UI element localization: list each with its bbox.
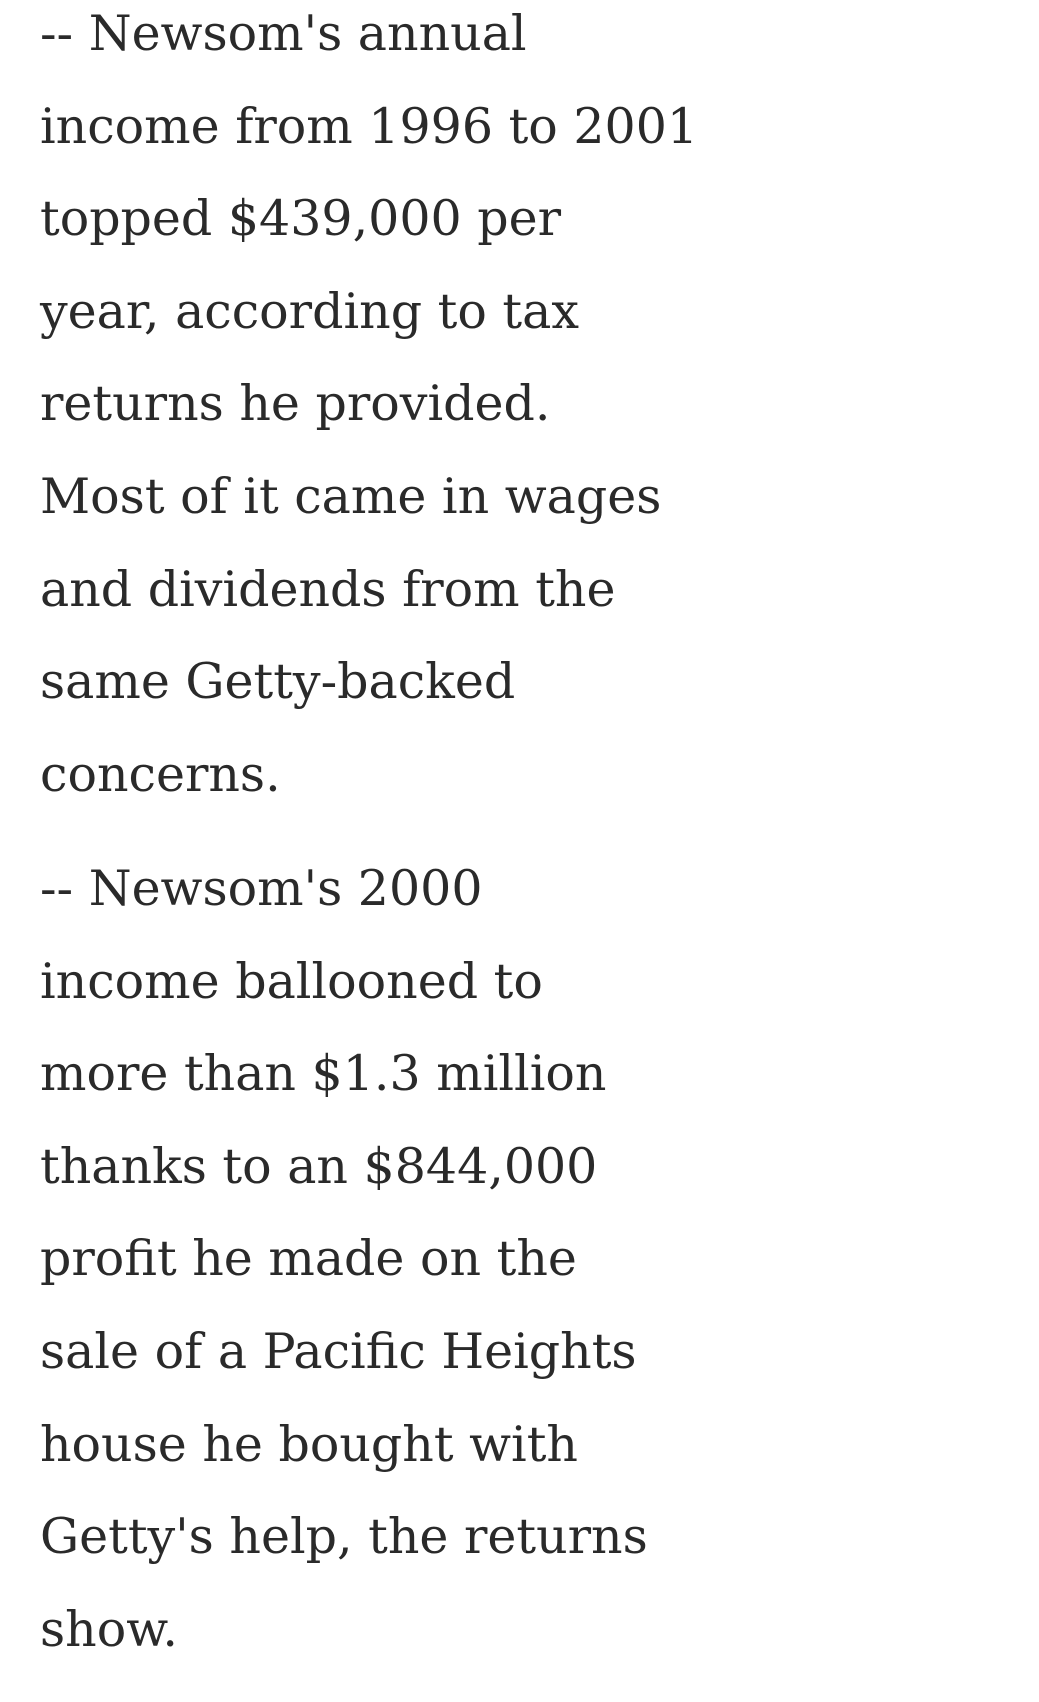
text-line: profit he made on the xyxy=(40,1230,577,1288)
text-line: sale of a Pacific Heights xyxy=(40,1322,637,1380)
text-line: returns he provided. xyxy=(40,375,551,433)
text-line: Most of it came in wages xyxy=(40,467,662,525)
text-line: year, according to tax xyxy=(40,282,579,340)
text-line: same Getty-backed xyxy=(40,653,516,711)
text-line: house he bought with xyxy=(40,1415,578,1473)
text-line: -- Newsom's annual xyxy=(40,5,527,62)
text-line: income from 1996 to 2001 xyxy=(40,97,699,155)
text-line: Getty's help, the returns xyxy=(40,1508,648,1566)
text-line: more than $1.3 million xyxy=(40,1045,607,1103)
text-line: income ballooned to xyxy=(40,952,543,1010)
text-line: thanks to an $844,000 xyxy=(40,1137,598,1195)
text-line: concerns. xyxy=(40,745,281,803)
text-line: show. xyxy=(40,1600,178,1658)
paragraph-income-summary xyxy=(40,0,698,821)
text-line: topped $439,000 per xyxy=(40,190,562,248)
text-line: -- Newsom's 2000 xyxy=(40,860,483,917)
paragraph-2000-income xyxy=(40,843,648,1676)
text-line: and dividends from the xyxy=(40,560,616,618)
